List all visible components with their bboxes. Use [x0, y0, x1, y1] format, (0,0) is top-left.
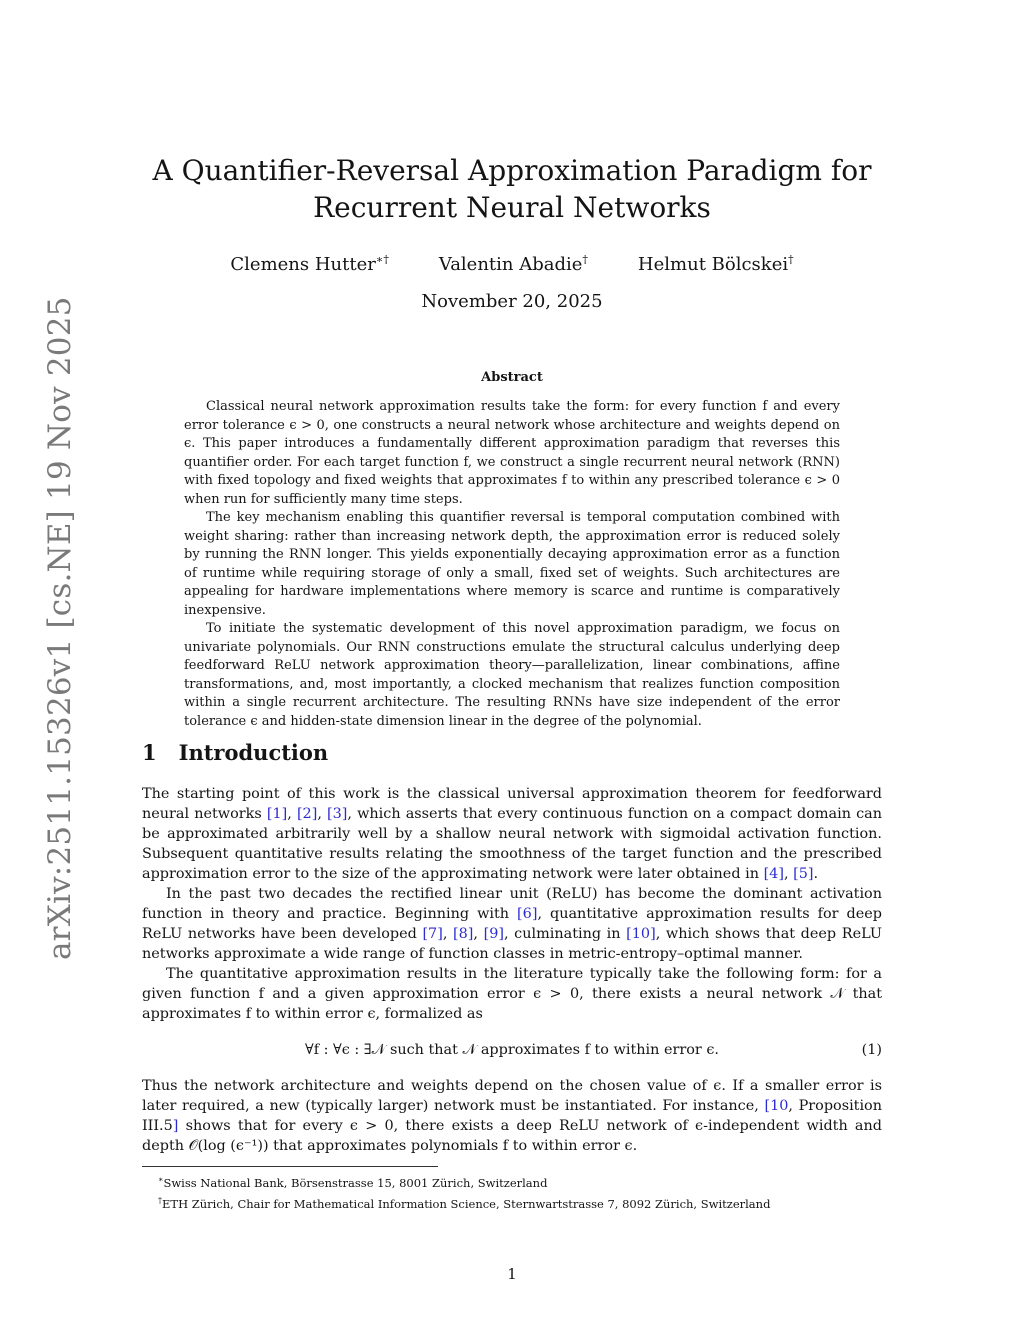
citation-link[interactable]: [10] [626, 926, 656, 942]
arxiv-stamp: arXiv:2511.15326v1 [cs.NE] 19 Nov 2025 [42, 296, 78, 960]
display-equation [142, 1040, 882, 1060]
author: Helmut Bölcskei† [637, 253, 794, 275]
paper-title: A Quantifier-Reversal Approximation Paradigm for Recurrent Neural Networks [152, 154, 872, 224]
footnote: †ETH Zürich, Chair for Mathematical Information Science, Sternwartstrasse 7, 8092 Zürich, Switzerland [158, 1195, 771, 1211]
body-paragraph: In the past two decades the rectified linear unit (ReLU) has become the dominant activation function in theory and practice. Beginning with [6], quantitative approximation results for deep ReLU networks have been developed [7], [8], [9], culminating in [10], which shows that deep ReLU networks approximate a wide range of function classes in metric-entropy–optimal manner. [142, 886, 882, 962]
footnote: ∗Swiss National Bank, Börsenstrasse 15, 8001 Zürich, Switzerland [158, 1175, 548, 1190]
author-list [130, 247, 894, 278]
citation-link[interactable]: [3] [327, 806, 348, 822]
equation-number: (1) [861, 1042, 882, 1058]
citation-link[interactable]: [6] [517, 906, 538, 922]
citation-link[interactable]: [10 [764, 1098, 789, 1114]
abstract-paragraph: To initiate the systematic development of this novel approximation paradigm, we focus on univariate polynomials. Our RNN constructions emulate the structural calculus underlying deep feedforward ReLU network approximation theory—parallelization, linear combinations, affine transformations, and, most importantly, a clocked mechanism that realizes function composition within a single recurrent architecture. The resulting RNNs have size independent of the error tolerance ϵ and hidden-state dimension linear in the degree of the polynomial. [184, 621, 840, 729]
body-paragraph: Thus the network architecture and weights depend on the chosen value of ϵ. If a smaller error is later required, a new (typically larger) network must be instantiated. For instance, [10, Proposition III.5] shows that for every ϵ > 0, there exists a deep ReLU network of ϵ-independent width and depth 𝒪(log (ϵ⁻¹)) that approximates polynomials f to within error ϵ. [142, 1078, 882, 1154]
intro-body [142, 784, 882, 1156]
footnote-rule [142, 1166, 438, 1167]
abstract-heading: Abstract [481, 370, 543, 385]
citation-link[interactable]: [2] [296, 806, 318, 822]
citation-link[interactable]: [1] [266, 806, 288, 822]
citation-link[interactable]: ] [172, 1118, 179, 1134]
citation-link[interactable]: [7] [422, 926, 443, 942]
abstract-body [184, 398, 840, 731]
citation-link[interactable]: [9] [483, 926, 504, 942]
citation-link[interactable]: [5] [793, 866, 814, 882]
abstract-paragraph: Classical neural network approximation results take the form: for every function f and every error tolerance ϵ > 0, one constructs a neural network whose architecture and weights depend on ϵ. This paper introduces a fundamentally different approximation paradigm that reverses this quantifier order. For each target function f, we construct a single recurrent neural network (RNN) with fixed topology and fixed weights that approximates f to within any prescribed tolerance ϵ > 0 when run for sufficiently many time steps. [184, 399, 840, 507]
citation-link[interactable]: [4] [763, 866, 784, 882]
publication-date: November 20, 2025 [421, 291, 603, 312]
footnotes [142, 1171, 882, 1213]
author: Clemens Hutter∗† [230, 253, 389, 275]
body-paragraph: The starting point of this work is the classical universal approximation theorem for feedforward neural networks [1], [2], [3], which asserts that every continuous function on a compact domain can be approximated arbitrarily well by a shallow neural network with sigmoidal activation function. Subsequent quantitative results relating the smoothness of the target function and the prescribed approximation error to the size of the approximating network were later obtained in [4], [5]. [142, 786, 882, 882]
section-number: 1 [142, 740, 157, 765]
author: Valentin Abadie† [438, 253, 588, 275]
citation-link[interactable]: [8] [453, 926, 474, 942]
body-paragraph: The quantitative approximation results in the literature typically take the following form: for a given function f and a given approximation error ϵ > 0, there exists a neural network 𝒩 that approximates f to within error ϵ, formalized as [142, 966, 882, 1022]
section-heading [142, 740, 328, 765]
section-title: Introduction [178, 740, 329, 765]
abstract-paragraph: The key mechanism enabling this quantifier reversal is temporal computation combined with weight sharing: rather than increasing network depth, the approximation error is reduced solely by running the RNN longer. This yields exponentially decaying approximation error as a function of runtime while requiring storage of only a small, fixed set of weights. Such architectures are appealing for hardware implementations where memory is scarce and runtime is comparatively inexpensive. [184, 510, 840, 618]
page-number: 1 [507, 1265, 517, 1283]
equation-body: ∀f : ∀ϵ : ∃𝒩 such that 𝒩 approximates f to within error ϵ. [305, 1042, 719, 1058]
